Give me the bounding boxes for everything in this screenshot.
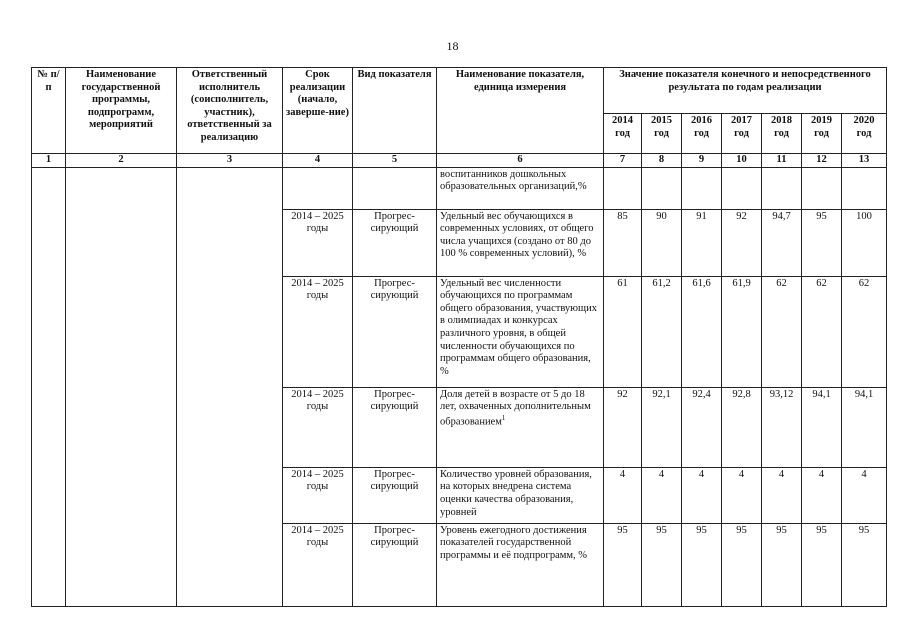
cell-type: Прогрес-сирующий xyxy=(353,523,437,606)
cell-type: Прогрес-сирующий xyxy=(353,467,437,523)
cell-type: Прогрес-сирующий xyxy=(353,209,437,276)
column-number: 2 xyxy=(66,154,177,168)
cell-value: 95 xyxy=(722,523,762,606)
cell-term: 2014 – 2025 годы xyxy=(283,523,353,606)
column-number: 7 xyxy=(604,154,642,168)
cell-value xyxy=(722,167,762,209)
header-year: 2018 год xyxy=(762,114,802,154)
cell-value: 92 xyxy=(604,387,642,467)
cell-value xyxy=(842,167,887,209)
cell-indicator: Уровень ежегодного достижения показателей государственной программы и её подпрограмм, % xyxy=(437,523,604,606)
cell-value: 4 xyxy=(842,467,887,523)
column-number: 12 xyxy=(802,154,842,168)
cell-value: 95 xyxy=(762,523,802,606)
cell-value: 95 xyxy=(802,209,842,276)
cell-term: 2014 – 2025 годы xyxy=(283,467,353,523)
cell-indicator: Удельный вес численности обучающихся по программам общего образования, участвующих в олимпиадах и конкурсах различного уровня, в общей численности обучающихся по программам общего образования, % xyxy=(437,276,604,387)
footnote-mark: 1 xyxy=(501,413,506,422)
cell-value: 92,4 xyxy=(682,387,722,467)
cell-value xyxy=(642,167,682,209)
cell-term: 2014 – 2025 годы xyxy=(283,276,353,387)
cell-value xyxy=(682,167,722,209)
column-number: 5 xyxy=(353,154,437,168)
cell-value: 85 xyxy=(604,209,642,276)
cell-value: 62 xyxy=(762,276,802,387)
cell-program-empty xyxy=(66,167,177,606)
cell-type: Прогрес-сирующий xyxy=(353,276,437,387)
cell-type: Прогрес-сирующий xyxy=(353,387,437,467)
header-program-name: Наименование государственной программы, подпрограмм, мероприятий xyxy=(66,68,177,154)
cell-value xyxy=(604,167,642,209)
cell-value: 92,1 xyxy=(642,387,682,467)
column-number: 4 xyxy=(283,154,353,168)
header-year: 2017 год xyxy=(722,114,762,154)
indicator-text: Доля детей в возрасте от 5 до 18 лет, охваченных дополнительным образованием xyxy=(440,388,591,428)
cell-value: 61,6 xyxy=(682,276,722,387)
header-responsible: Ответственный исполнитель (соисполнитель, участник), ответственный за реализацию xyxy=(177,68,283,154)
cell-term: 2014 – 2025 годы xyxy=(283,387,353,467)
cell-value: 95 xyxy=(842,523,887,606)
cell-value: 4 xyxy=(682,467,722,523)
cell-value: 4 xyxy=(604,467,642,523)
cell-value: 4 xyxy=(802,467,842,523)
cell-value xyxy=(802,167,842,209)
cell-indicator xyxy=(437,387,604,467)
cell-value: 95 xyxy=(682,523,722,606)
column-number: 8 xyxy=(642,154,682,168)
cell-indicator: воспитанников дошкольных образовательных организаций,% xyxy=(437,167,604,209)
cell-value: 92 xyxy=(722,209,762,276)
cell-value: 61,9 xyxy=(722,276,762,387)
header-indicator-type: Вид показателя xyxy=(353,68,437,154)
cell-indicator: Удельный вес обучающихся в современных условиях, от общего числа учащихся (создано от 80 до 100 % современных условий), % xyxy=(437,209,604,276)
cell-value: 62 xyxy=(802,276,842,387)
cell-value: 62 xyxy=(842,276,887,387)
cell-term: 2014 – 2025 годы xyxy=(283,209,353,276)
header-year: 2019 год xyxy=(802,114,842,154)
cell-indicator: Количество уровней образования, на которых внедрена система оценки качества образования, уровней xyxy=(437,467,604,523)
cell-value: 4 xyxy=(722,467,762,523)
indicators-table xyxy=(31,67,887,607)
header-values-group: Значение показателя конечного и непосредственного результата по годам реализации xyxy=(604,68,887,114)
cell-value: 94,1 xyxy=(842,387,887,467)
table-row xyxy=(32,167,887,209)
column-number: 9 xyxy=(682,154,722,168)
cell-value: 61 xyxy=(604,276,642,387)
cell-value: 61,2 xyxy=(642,276,682,387)
header-term: Срок реализации (начало, заверше-ние) xyxy=(283,68,353,154)
header-indicator-name: Наименование показателя, единица измерения xyxy=(437,68,604,154)
cell-term xyxy=(283,167,353,209)
cell-value: 94,7 xyxy=(762,209,802,276)
cell-value: 4 xyxy=(642,467,682,523)
cell-value: 90 xyxy=(642,209,682,276)
cell-num-empty xyxy=(32,167,66,606)
column-number: 3 xyxy=(177,154,283,168)
cell-value: 100 xyxy=(842,209,887,276)
column-number: 1 xyxy=(32,154,66,168)
cell-value: 91 xyxy=(682,209,722,276)
header-year: 2015 год xyxy=(642,114,682,154)
column-number: 6 xyxy=(437,154,604,168)
cell-value: 92,8 xyxy=(722,387,762,467)
cell-value: 95 xyxy=(802,523,842,606)
cell-value: 95 xyxy=(642,523,682,606)
cell-value xyxy=(762,167,802,209)
cell-value: 93,12 xyxy=(762,387,802,467)
cell-responsible-empty xyxy=(177,167,283,606)
cell-value: 94,1 xyxy=(802,387,842,467)
header-year: 2020 год xyxy=(842,114,887,154)
header-year: 2014 год xyxy=(604,114,642,154)
column-number: 11 xyxy=(762,154,802,168)
cell-value: 95 xyxy=(604,523,642,606)
column-number: 10 xyxy=(722,154,762,168)
page-number: 18 xyxy=(446,39,459,53)
header-year: 2016 год xyxy=(682,114,722,154)
header-num: № п/п xyxy=(32,68,66,154)
column-number: 13 xyxy=(842,154,887,168)
cell-type xyxy=(353,167,437,209)
cell-value: 4 xyxy=(762,467,802,523)
